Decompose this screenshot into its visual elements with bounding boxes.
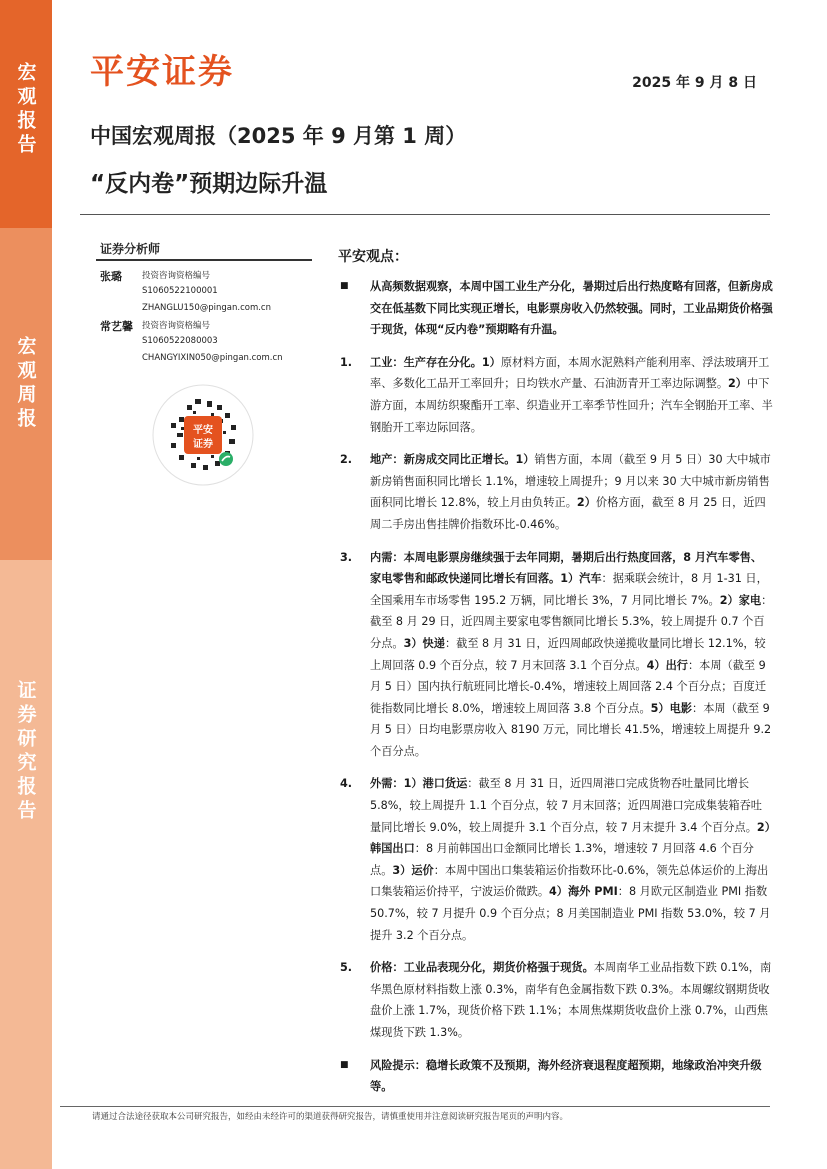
analyst-email[interactable]: ZHANGLU150@pingan.com.cn: [142, 303, 271, 313]
main-content: [338, 246, 773, 1109]
report-title: 中国宏观周报（2025 年 9 月第 1 周）: [90, 124, 467, 148]
risk-text: 风险提示：稳增长政策不及预期，海外经济衰退程度超预期，地缘政治冲突升级等。: [370, 1058, 762, 1094]
analyst-heading: 证券分析师: [100, 242, 161, 256]
item-number: 3.: [340, 550, 353, 564]
footer-disclaimer: 请通过合法途径获取本公司研究报告，如经由未经许可的渠道获得研究报告，请慎重使用并注意阅读研究报告尾页的声明内容。: [92, 1112, 569, 1122]
item-text: ：8 月前韩国出口金额同比增长 1.3%，增速较 7 月回落 4.6 个百分点。: [370, 842, 754, 877]
item-text: 销售方面，本周（截至 9 月 5 日）30 大中城市新房销售面积同比增长 1.1%，增速较上周提升；9 月以来 30 大中城市新房销售面积同比增长 12.8%，较上月由负转正。: [370, 453, 771, 510]
item-text: 本周南华工业品指数下跌 0.1%，南华黑色原材料指数上涨 0.3%，南华有色金属指数下跌 0.3%。本周螺纹钢期货收盘价上涨 1.7%，现货价格下跌 1.1%；本周焦煤期货收盘价上涨 0.7%，山西焦煤现货下跌 1.3%。: [370, 961, 772, 1039]
item-text: ：据乘联会统计，8 月 1-31 日，全国乘用车市场零售 195.2 万辆，同比增长 3%，7 月同比增长 7%。: [370, 572, 768, 607]
viewpoint-item: [338, 449, 773, 535]
bullet-square-icon: ■: [340, 281, 349, 291]
band-report-type-label: 宏观报告: [14, 62, 37, 158]
item-highlight: 4）海外 PMI: [549, 885, 618, 899]
item-text: ：本周中国出口集装箱运价指数环比-0.6%，领先总体运价的上海出口集装箱运价持平，宁波运价微跌。: [370, 863, 769, 899]
band-report-category: [0, 560, 52, 1169]
item-text: ：截至 8 月 29 日，近四周主要家电零售额同比增长 5.3%，较上周提升 0.7 个百分点。: [370, 593, 773, 650]
qr-code-icon: [151, 383, 255, 487]
viewpoint-items: [338, 352, 773, 1044]
analyst-code: S1060522100001: [142, 286, 218, 296]
item-highlight: 2）: [728, 377, 747, 391]
item-text: ：本周（截至 9 月 5 日）国内执行航班同比增长-0.4%，增速较上周回落 2.4 个百分点；百度迁徙指数同比增长 8.0%，增速较上周回落 3.8 个百分点。: [370, 658, 767, 715]
item-highlight: 外需：1）港口货运: [370, 777, 468, 791]
report-date: 2025 年 9 月 8 日: [632, 75, 757, 91]
company-logo: 平安证券: [90, 52, 234, 92]
footer-divider: [60, 1106, 770, 1107]
viewpoint-item: [338, 352, 773, 438]
qr-logo-text-bottom: 证券: [193, 439, 213, 450]
item-highlight: 工业：生产存在分化。1）: [370, 355, 501, 369]
analyst-qualification: 投资咨询资格编号: [142, 321, 211, 331]
viewpoint-item: [338, 957, 773, 1043]
analyst-email[interactable]: CHANGYIXIN050@pingan.com.cn: [142, 353, 283, 363]
viewpoint-heading: 平安观点：: [338, 249, 408, 265]
item-highlight: 内需：本周电影票房继续强于去年同期，暑期后出行热度回落，8 月汽车零售、家电零售和邮政快递同比增长有回落。1）汽车: [370, 550, 763, 586]
band-report-series: [0, 228, 52, 560]
analyst-qualification: 投资咨询资格编号: [142, 271, 211, 281]
item-text: ：8 月欧元区制造业 PMI 指数 50.7%，较 7 月提升 0.9 个百分点；8 月美国制造业 PMI 指数 53.0%，较 7 月提升 3.2 个百分点。: [370, 885, 771, 942]
viewpoint-item: [338, 773, 773, 946]
item-highlight: 5）电影: [650, 701, 692, 715]
report-subtitle: “反内卷”预期边际升温: [90, 171, 328, 197]
item-number: 1.: [340, 355, 353, 369]
item-highlight: 地产：新房成交同比正增长。1）: [370, 453, 535, 467]
item-highlight: 3）运价: [392, 863, 434, 877]
analyst-code: S1060522080003: [142, 336, 218, 346]
item-number: 2.: [340, 453, 353, 467]
analyst-name: 常艺馨: [100, 320, 133, 333]
analyst-name: 张璐: [100, 270, 122, 283]
side-band: [0, 0, 52, 1169]
item-highlight: 价格：工业品表现分化，期货价格强于现货。: [370, 961, 594, 975]
band-report-type: [0, 0, 52, 228]
item-text: 原材料方面，本周水泥熟料产能利用率、浮法玻璃开工率、多数化工品开工率回升；日均铁水产量、石油沥青开工率边际调整。: [370, 355, 770, 391]
item-text: ：截至 8 月 31 日，近四周港口完成货物吞吐量同比增长 5.8%，较上周提升 1.1 个百分点，较 7 月末回落；近四周港口完成集装箱吞吐量同比增长 9.0%，较上周提升 3.1 个百分点，较 7 月末提升 3.4 个百分点。: [370, 777, 762, 834]
qr-code[interactable]: [151, 383, 255, 487]
header-divider: [80, 214, 770, 215]
item-number: 5.: [340, 961, 353, 975]
qr-logo-text-top: 平安: [193, 425, 213, 436]
item-highlight: 4）出行: [646, 658, 688, 672]
viewpoint-summary: [338, 276, 773, 341]
item-number: 4.: [340, 777, 353, 791]
band-report-series-label: 宏观周报: [14, 336, 37, 432]
item-text: ：本周（截至 9 月 5 日）日均电影票房收入 8190 万元，同比增长 41.5%，增速较上周提升 9.2 个百分点。: [370, 701, 772, 758]
viewpoint-item: [338, 547, 773, 763]
summary-text: 从高频数据观察，本周中国工业生产分化，暑期过后出行热度略有回落，但新房成交在低基数下同比实现正增长，电影票房收入仍然较强。同时，工业品期货价格强于现货，体现“反内卷”预期略有升温。: [370, 280, 773, 337]
bullet-square-icon: ■: [340, 1059, 349, 1070]
band-report-category-label: 证券研究报告: [14, 680, 37, 824]
item-highlight: 2）家电: [719, 593, 762, 607]
risk-warning: [338, 1055, 773, 1098]
item-highlight: 2）韩国出口: [370, 820, 771, 856]
analyst-divider: [96, 259, 312, 261]
item-text: ：截至 8 月 31 日，近四周邮政快递揽收量同比增长 12.1%，较上周回落 0.9 个百分点，较 7 月末回落 3.1 个百分点。: [370, 636, 766, 672]
item-highlight: 3）快递: [403, 636, 445, 650]
item-text: 中下游方面，本周纺织聚酯开工率、织造业开工率季节性回升；汽车全钢胎开工率、半钢胎开工率边际回落。: [370, 377, 773, 434]
item-highlight: 2）: [576, 496, 596, 510]
item-text: 价格方面，截至 8 月 25 日，近四周二手房出售挂牌价指数环比-0.46%。: [370, 496, 766, 531]
